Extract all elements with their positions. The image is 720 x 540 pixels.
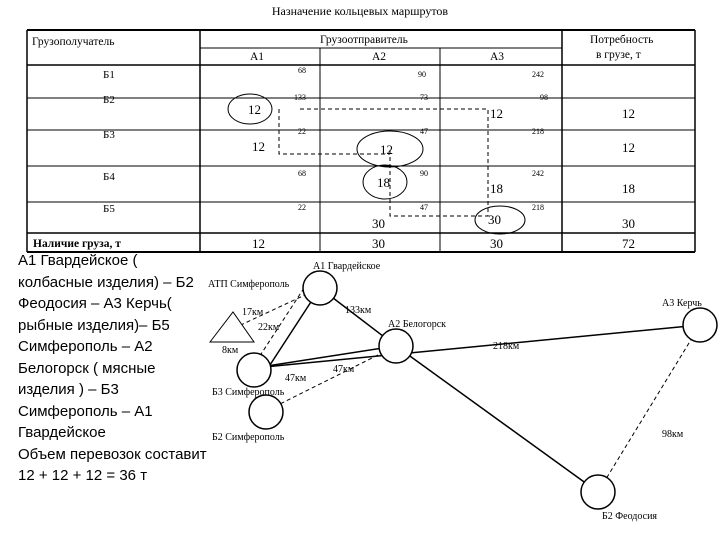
edge-label: 17км: [242, 307, 264, 318]
allocation-value: 12: [490, 106, 503, 121]
distance-value: 73: [420, 93, 428, 102]
allocation-value: 30: [372, 216, 385, 231]
total-label: Наличие груза, т: [33, 238, 121, 250]
node-a3: [683, 308, 717, 342]
consignee-label: Б3: [103, 129, 115, 141]
label-a1: А1 Гвардейское: [313, 261, 381, 272]
consignee-label: Б2: [103, 94, 115, 106]
distance-value: 47: [420, 127, 428, 136]
distance-value: 242: [532, 169, 544, 178]
total-value: 72: [622, 236, 635, 251]
distance-value: 47: [420, 203, 428, 212]
allocation-value: 18: [377, 175, 390, 190]
distance-value: 133: [294, 93, 306, 102]
consignee-label: Б4: [103, 171, 115, 183]
edge-label: 22км: [258, 322, 280, 333]
distance-value: 218: [532, 203, 544, 212]
distance-value: 22: [298, 127, 306, 136]
node-a2: [379, 329, 413, 363]
distance-value: 90: [418, 70, 426, 79]
need-value: 12: [622, 106, 635, 121]
allocation-value: 12: [248, 102, 261, 117]
volume-summary: Объем перевозок составит 12 + 12 + 12 = 36 т: [18, 445, 207, 484]
total-value: 30: [490, 236, 503, 251]
edge-label: 47км: [333, 364, 355, 375]
distance-value: 68: [298, 66, 306, 75]
label-b2-simf: Б2 Симферополь: [212, 432, 285, 443]
allocation-value: 18: [490, 181, 503, 196]
edge-a2-b2: [396, 346, 598, 492]
distance-value: 98: [540, 93, 548, 102]
edge-label: 218км: [493, 341, 520, 352]
node-b3: [237, 353, 271, 387]
edge-label: 133км: [345, 305, 372, 316]
node-a1: [303, 271, 337, 305]
page-title: Назначение кольцевых маршрутов: [271, 4, 449, 18]
edge-label: 47км: [285, 373, 307, 384]
allocation-value: 30: [488, 212, 501, 227]
node-b2-feod: [581, 475, 615, 509]
label-a3: А3 Керчь: [662, 298, 702, 309]
edge-label: 8км: [222, 345, 239, 356]
need-value: 12: [622, 140, 635, 155]
distance-value: 90: [420, 169, 428, 178]
label-a2: А2 Белогорск: [388, 319, 447, 330]
supplier-label: А1: [250, 51, 265, 63]
node-b2-simf: [249, 395, 283, 429]
total-value: 30: [372, 236, 385, 251]
allocation-value: 12: [380, 142, 393, 157]
distance-value: 22: [298, 203, 306, 212]
distance-value: 218: [532, 127, 544, 136]
edge-label: 98км: [662, 429, 684, 440]
distance-value: 68: [298, 169, 306, 178]
allocation-value: 12: [252, 139, 265, 154]
header-need: Потребность: [590, 34, 654, 46]
total-value: 12: [252, 236, 265, 251]
edge-a3-b2-dashed: [598, 325, 700, 492]
consignee-label: Б1: [103, 69, 115, 81]
header-consignee: Грузополучатель: [32, 36, 115, 48]
edge-b3-a3: [254, 325, 700, 368]
header-shipper: Грузоотправитель: [320, 34, 408, 46]
label-b3: Б3 Симферополь: [212, 387, 285, 398]
label-b2-feod: Б2 Феодосия: [602, 511, 658, 522]
need-value: 18: [622, 181, 635, 196]
route-sequence: А1 Гвардейское ( колбасные изделия) – Б2 Феодосия – А3 Керчь( рыбные изделия)– Б5 Симферополь – А2 Белогорск ( мясные изделия ) – Б3 Симферополь – А1 Гвардейское: [18, 252, 194, 441]
need-value: 30: [622, 216, 635, 231]
supplier-label: А2: [372, 51, 387, 63]
supplier-label: А3: [490, 51, 505, 63]
consignee-label: Б5: [103, 203, 115, 215]
label-atp: АТП Симферополь: [208, 279, 290, 290]
header-need: в грузе, т: [596, 49, 641, 61]
distance-value: 242: [532, 70, 544, 79]
